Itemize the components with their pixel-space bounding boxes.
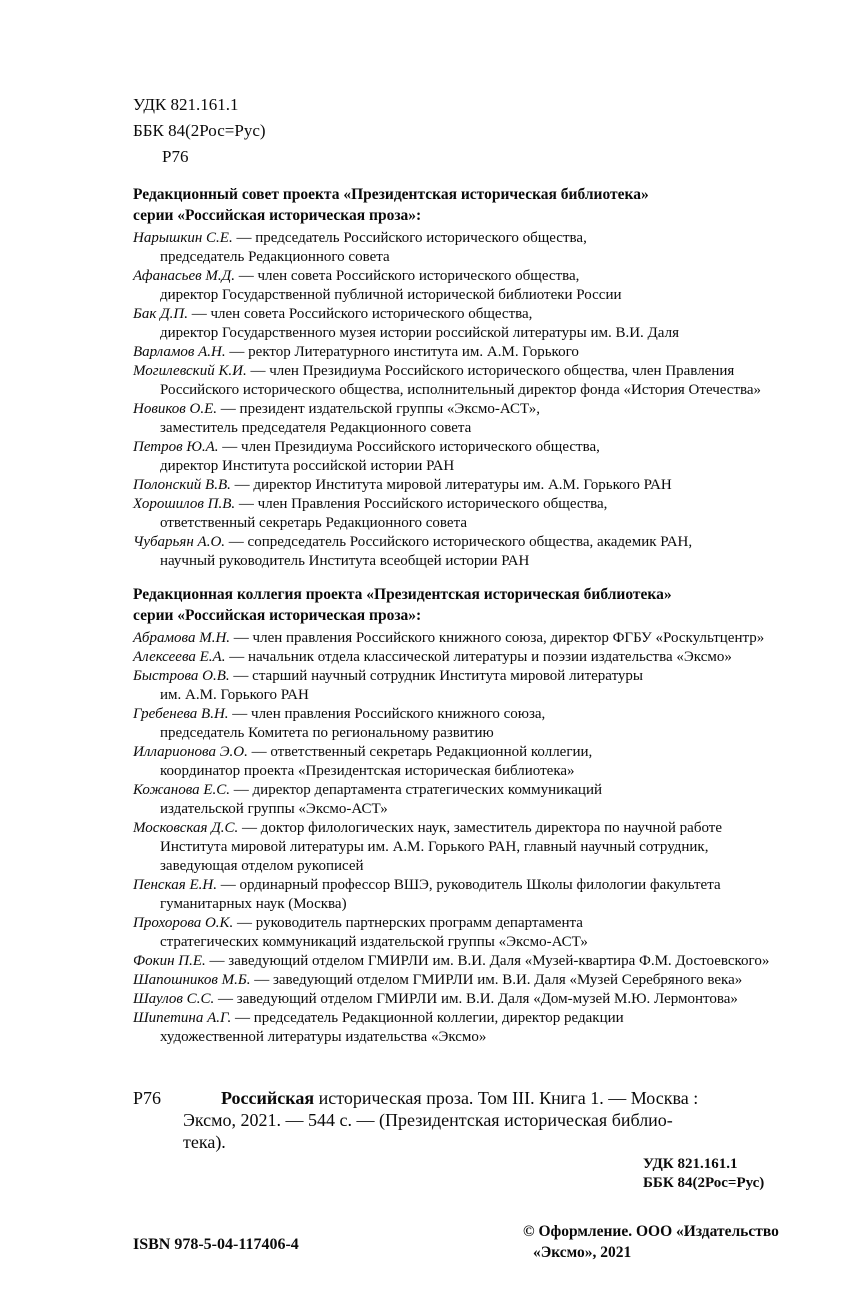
- copyright-notice: © Оформление. ООО «Издательство «Эксмо», 2021: [523, 1223, 779, 1261]
- citation-line3: тека).: [183, 1132, 226, 1152]
- list-item: [133, 914, 825, 952]
- member-role: — член совета Российского исторического общества,: [191, 306, 533, 322]
- member-name: Хорошилов П.В.: [133, 496, 236, 512]
- member-role-cont: Института мировой литературы им. А.М. Горького РАН, главный научный сотрудник,: [160, 839, 709, 855]
- member-name: Бак Д.П.: [133, 306, 188, 322]
- top-classification-block: [133, 92, 814, 170]
- list-item: [133, 952, 825, 971]
- member-role-cont: председатель Комитета по региональному развитию: [160, 725, 494, 741]
- member-role-cont: стратегических коммуникаций издательской группы «Эксмо-АСТ»: [160, 934, 588, 950]
- member-role: — член Правления Российского исторического общества,: [238, 496, 608, 512]
- member-role: — член Президиума Российского исторического общества, член Правления: [250, 363, 735, 379]
- member-name: Варламов А.Н.: [133, 344, 226, 360]
- member-role: — председатель Российского исторического общества,: [236, 230, 587, 246]
- list-item: [133, 400, 825, 438]
- member-role-cont: координатор проекта «Президентская историческая библиотека»: [160, 763, 575, 779]
- council-heading-line2: серии «Российская историческая проза»:: [133, 207, 422, 224]
- list-item: [133, 267, 825, 305]
- member-role: — директор департамента стратегических коммуникаций: [233, 782, 602, 798]
- council-heading-line1: Редакционный совет проекта «Президентская историческая библиотека»: [133, 186, 649, 203]
- imprint-row: [133, 1221, 814, 1281]
- member-name: Новиков О.Е.: [133, 401, 218, 417]
- member-role: — президент издательской группы «Эксмо-АСТ»,: [220, 401, 540, 417]
- member-role: — член правления Российского книжного союза,: [232, 706, 546, 722]
- member-role-cont: художественной литературы издательства «Эксмо»: [160, 1029, 487, 1045]
- member-name: Кожанова Е.С.: [133, 782, 231, 798]
- bottom-classification-block: [643, 1155, 814, 1193]
- member-role-cont: научный руководитель Института всеобщей истории РАН: [160, 553, 530, 569]
- member-role: — член Президиума Российского исторического общества,: [222, 439, 600, 455]
- udk-code: УДК 821.161.1: [643, 1156, 738, 1172]
- member-role-cont: гуманитарных наук (Москва): [160, 896, 347, 912]
- list-item: [133, 743, 825, 781]
- member-role: — член совета Российского исторического общества,: [238, 268, 580, 284]
- member-role-cont: директор Института российской истории РАН: [160, 458, 455, 474]
- member-name: Прохорова О.К.: [133, 915, 234, 931]
- member-role-cont: издательской группы «Эксмо-АСТ»: [160, 801, 388, 817]
- member-name: Московская Д.С.: [133, 820, 239, 836]
- book-title: Российская: [221, 1088, 315, 1108]
- member-role: — начальник отдела классической литературы и поэзии издательства «Эксмо»: [229, 649, 732, 665]
- list-item: [133, 438, 825, 476]
- member-role-cont: заведующая отделом рукописей: [160, 858, 364, 874]
- list-item: [133, 819, 825, 876]
- author-sign-code: Р76: [133, 1088, 162, 1108]
- member-role-cont: директор Государственной публичной исторической библиотеки России: [160, 287, 622, 303]
- member-name: Афанасьев М.Д.: [133, 268, 235, 284]
- board-heading-line2: серии «Российская историческая проза»:: [133, 607, 422, 624]
- member-role: — председатель Редакционной коллегии, директор редакции: [234, 1010, 624, 1026]
- member-name: Фокин П.Е.: [133, 953, 206, 969]
- member-role: — ответственный секретарь Редакционной коллегии,: [251, 744, 593, 760]
- member-role-cont: Российского исторического общества, исполнительный директор фонда «История Отечества»: [160, 382, 762, 398]
- udk-code: УДК 821.161.1: [133, 95, 239, 114]
- council-heading: [133, 184, 814, 226]
- member-name: Могилевский К.И.: [133, 363, 247, 379]
- member-role: — заведующий отделом ГМИРЛИ им. В.И. Даля «Дом-музей М.Ю. Лермонтова»: [217, 991, 738, 1007]
- bbk-code: ББК 84(2Рос=Рус): [643, 1175, 765, 1191]
- member-name: Гребенева В.Н.: [133, 706, 229, 722]
- member-name: Быстрова О.В.: [133, 668, 230, 684]
- list-item: [133, 533, 825, 571]
- list-item: [133, 343, 825, 362]
- list-item: [133, 229, 825, 267]
- member-role: — ординарный профессор ВШЭ, руководитель Школы филологии факультета: [220, 877, 721, 893]
- board-member-list: [133, 629, 825, 1047]
- member-role: — доктор филологических наук, заместитель директора по научной работе: [242, 820, 722, 836]
- list-item: [133, 705, 825, 743]
- list-item: [133, 629, 825, 648]
- citation-line2: Эксмо, 2021. — 544 с. — (Президентская историческая библио-: [183, 1110, 673, 1130]
- member-role: — ректор Литературного института им. А.М. Горького: [229, 344, 579, 360]
- member-role-cont: ответственный секретарь Редакционного совета: [160, 515, 467, 531]
- list-item: [133, 1009, 825, 1047]
- author-sign-code: Р76: [162, 147, 189, 166]
- member-name: Нарышкин С.Е.: [133, 230, 233, 246]
- citation-line1: [183, 1087, 783, 1109]
- member-name: Илларионова Э.О.: [133, 744, 248, 760]
- list-item: [133, 876, 825, 914]
- member-name: Чубарьян А.О.: [133, 534, 226, 550]
- isbn-number: ISBN 978-5-04-117406-4: [133, 1236, 299, 1253]
- list-item: [133, 971, 825, 990]
- list-item: [133, 305, 825, 343]
- member-role-cont: директор Государственного музея истории российской литературы им. В.И. Даля: [160, 325, 679, 341]
- list-item: [133, 476, 825, 495]
- board-heading: [133, 584, 814, 626]
- member-name: Петров Ю.А.: [133, 439, 219, 455]
- list-item: [133, 495, 825, 533]
- member-name: Шапошников М.Б.: [133, 972, 251, 988]
- member-role: — руководитель партнерских программ департамента: [237, 915, 583, 931]
- member-name: Абрамова М.Н.: [133, 630, 231, 646]
- member-role-cont: им. А.М. Горького РАН: [160, 687, 309, 703]
- member-name: Шаулов С.С.: [133, 991, 215, 1007]
- member-role: — старший научный сотрудник Института мировой литературы: [233, 668, 644, 684]
- list-item: [133, 667, 825, 705]
- member-name: Полонский В.В.: [133, 477, 231, 493]
- member-name: Шипетина А.Г.: [133, 1010, 232, 1026]
- member-role: — заведующий отделом ГМИРЛИ им. В.И. Даля «Музей-квартира Ф.М. Достоевского»: [209, 953, 770, 969]
- citation-line1-rest: историческая проза. Том III. Книга 1. — Москва :: [314, 1088, 699, 1108]
- council-member-list: [133, 229, 825, 571]
- citation-text: [183, 1087, 783, 1153]
- member-role: — сопредседатель Российского исторического общества, академик РАН,: [228, 534, 693, 550]
- list-item: [133, 648, 825, 667]
- member-role: — директор Института мировой литературы им. А.М. Горького РАН: [234, 477, 672, 493]
- board-heading-line1: Редакционная коллегия проекта «Президентская историческая библиотека»: [133, 586, 672, 603]
- member-name: Пенская Е.Н.: [133, 877, 217, 893]
- bbk-code: ББК 84(2Рос=Рус): [133, 121, 266, 140]
- member-role: — заведующий отделом ГМИРЛИ им. В.И. Даля «Музей Серебряного века»: [254, 972, 743, 988]
- list-item: [133, 781, 825, 819]
- member-role-cont: заместитель председателя Редакционного совета: [160, 420, 472, 436]
- list-item: [133, 990, 825, 1009]
- member-role-cont: председатель Редакционного совета: [160, 249, 390, 265]
- list-item: [133, 362, 825, 400]
- member-name: Алексеева Е.А.: [133, 649, 226, 665]
- bibliographic-citation: [133, 1087, 814, 1153]
- member-role: — член правления Российского книжного союза, директор ФГБУ «Роскультцентр»: [233, 630, 765, 646]
